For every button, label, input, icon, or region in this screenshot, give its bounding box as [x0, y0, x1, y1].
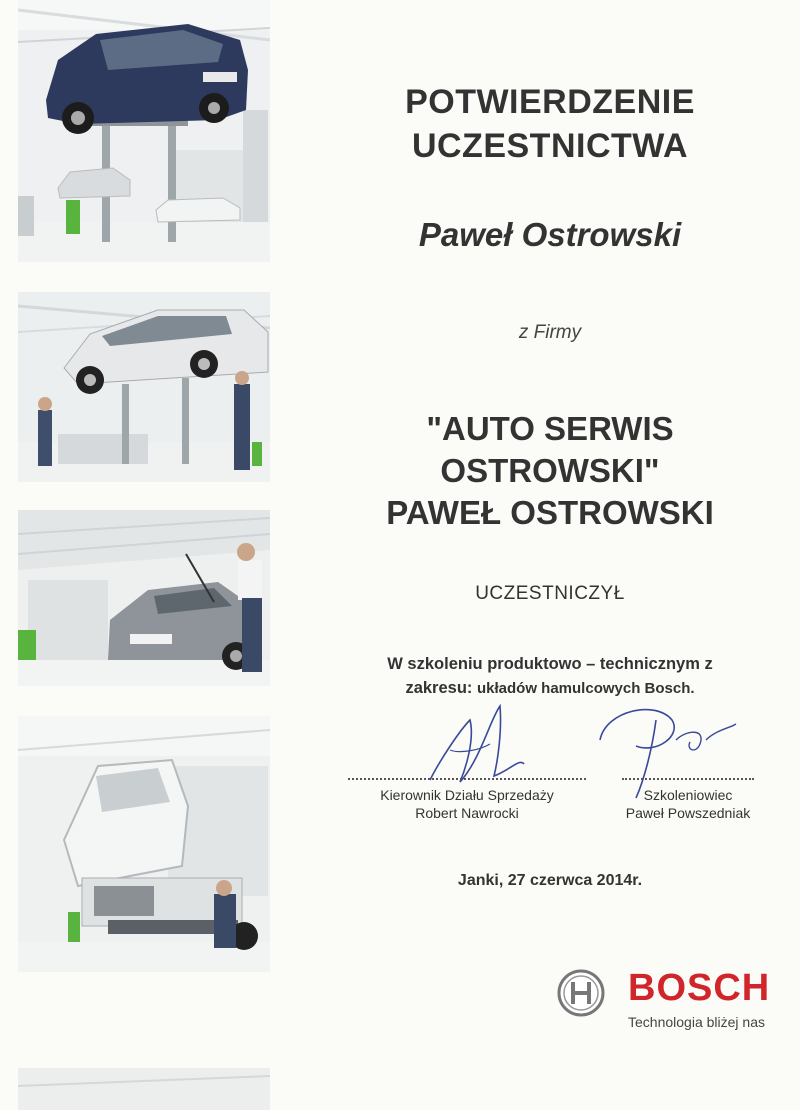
- signature-line-left: [348, 778, 586, 780]
- signatory-left-name: Robert Nawrocki: [415, 805, 519, 821]
- company-name: [300, 408, 800, 534]
- photo-truck-cab-tilted: [18, 716, 270, 972]
- bosch-armature-icon: [556, 968, 606, 1018]
- title-line-2: UCZESTNICTWA: [411, 127, 689, 165]
- company-line-1: "AUTO SERWIS: [426, 410, 674, 447]
- training-line-2: [300, 676, 800, 701]
- signatory-left: [348, 778, 586, 822]
- photo-strip-bottom: [18, 1068, 270, 1110]
- signatory-left-role: Kierownik Działu Sprzedaży: [380, 787, 554, 803]
- bosch-wordmark: BOSCH: [628, 967, 771, 1009]
- company-line-3: PAWEŁ OSTROWSKI: [386, 494, 714, 531]
- training-description: [300, 652, 800, 701]
- photo-strip: [18, 0, 270, 1110]
- place-date: Janki, 27 czerwca 2014r.: [457, 872, 643, 889]
- bosch-logo: [556, 966, 786, 1036]
- training-prefix: zakresu:: [405, 679, 477, 697]
- bosch-slogan: Technologia bliżej nas: [628, 1014, 765, 1030]
- photo-mechanic-at-hood: [18, 510, 270, 686]
- participant-name: Paweł Ostrowski: [418, 216, 682, 253]
- title-line-1: POTWIERDZENIE: [405, 83, 695, 121]
- signatory-right-name: Paweł Powszedniak: [625, 805, 751, 821]
- training-line-1: W szkoleniu produktowo – technicznym z: [387, 655, 713, 673]
- signatory-right-role: Szkoleniowiec: [643, 787, 733, 803]
- certificate-title: [300, 80, 800, 168]
- photo-mechanics-under-car: [18, 292, 270, 482]
- from-company-label: z Firmy: [518, 322, 582, 343]
- training-topic: układów hamulcowych Bosch.: [477, 680, 695, 697]
- signatory-right: [622, 778, 754, 822]
- photo-car-on-lift: [18, 0, 270, 262]
- certificate-content: [300, 0, 800, 1110]
- participated-label: UCZESTNICZYŁ: [475, 583, 625, 604]
- company-line-2: OSTROWSKI": [440, 452, 660, 489]
- signature-left: [420, 700, 550, 790]
- signature-line-right: [622, 778, 754, 780]
